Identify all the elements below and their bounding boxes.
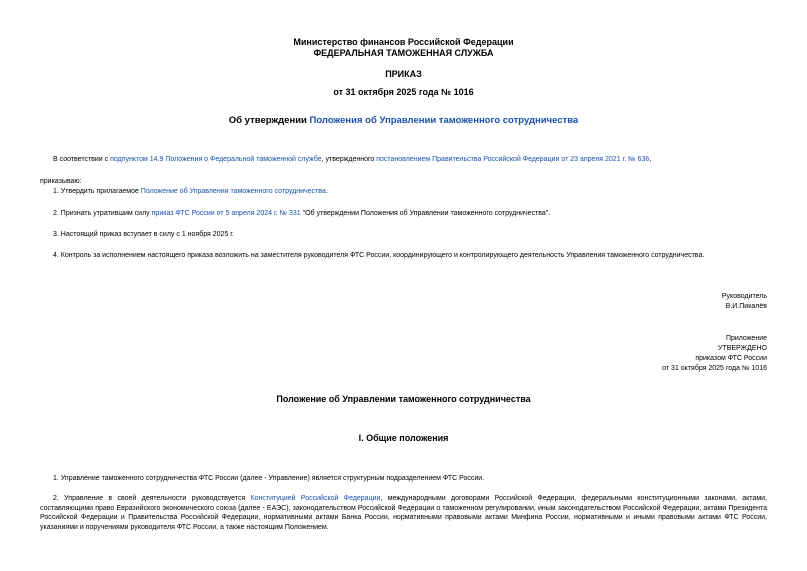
item-3: 3. Настоящий приказ вступает в силу с 1 ноября 2025 г. bbox=[53, 231, 234, 238]
regulation-para-1: 1. Управление таможенного сотрудничества ФТС России (далее - Управление) является структурным подразделением ФТС России. bbox=[53, 475, 485, 482]
preamble-link-regulation[interactable]: подпунктом 14.9 Положения о Федеральной таможенной службе bbox=[110, 156, 322, 163]
item-1-end: . bbox=[325, 188, 328, 195]
regulation-para-2 bbox=[40, 494, 767, 532]
doc-title bbox=[0, 115, 807, 127]
order-word: приказываю: bbox=[40, 178, 82, 185]
para-2-start: 2. Управление в своей деятельности руководствуется bbox=[53, 495, 251, 502]
preamble-text-2: , утвержденного bbox=[321, 156, 377, 163]
regulation-title: Положение об Управлении таможенного сотрудничества bbox=[276, 394, 531, 404]
item-2-link[interactable]: приказ ФТС России от 5 апреля 2024 г. № 331 bbox=[151, 210, 301, 217]
preamble-link-decree[interactable]: постановлением Правительства Российской Федерации от 23 апреля 2021 г. № 636 bbox=[376, 156, 650, 163]
item-1-link[interactable]: Положение об Управлении таможенного сотрудничества bbox=[140, 188, 326, 195]
appendix-approved: УТВЕРЖДЕНО bbox=[717, 345, 767, 352]
preamble-text-1: В соответствии с bbox=[53, 156, 111, 163]
signature-position: Руководитель bbox=[721, 293, 767, 300]
doc-title-link[interactable]: Положения об Управлении таможенного сотрудничества bbox=[309, 115, 579, 126]
signature-name: В.И.Пикалёв bbox=[725, 303, 767, 310]
item-4: 4. Контроль за исполнением настоящего приказа возложить на заместителя руководителя ФТС России, координирующего и контролирующего деятельность Управления таможенного сотрудничества. bbox=[53, 252, 705, 259]
appendix-date: от 31 октября 2025 года № 1016 bbox=[662, 365, 767, 372]
item-1 bbox=[53, 187, 328, 197]
constitution-link[interactable]: Конституцией Российской Федерации bbox=[250, 495, 381, 502]
appendix-order: приказом ФТС России bbox=[695, 355, 767, 362]
service-name: ФЕДЕРАЛЬНАЯ ТАМОЖЕННАЯ СЛУЖБА bbox=[313, 48, 494, 58]
doc-title-prefix: Об утверждении bbox=[228, 115, 310, 126]
item-2 bbox=[53, 209, 550, 219]
appendix-label: Приложение bbox=[725, 335, 767, 342]
doc-date-number: от 31 октября 2025 года № 1016 bbox=[333, 87, 474, 97]
doc-type: ПРИКАЗ bbox=[385, 69, 422, 79]
item-2-end: "Об утверждении Положения об Управлении таможенного сотрудничества". bbox=[300, 210, 551, 217]
item-2-text: 2. Признать утратившим силу bbox=[53, 210, 152, 217]
item-1-text: 1. Утвердить прилагаемое bbox=[53, 188, 141, 195]
para-2-rest: , международными договорами Российской Федерации, федеральными конституционными законами, актами, составляющими право Евразийского экономического союза (далее - ЕАЭС), законодательством Российской Федерации о таможенном регулировании, иным законодательством Российской Федерации, актами Президента Российской Федерации и Правительства Российской Федерации, нормативными актами Банка России, нормативными правовыми актами Минфина России, нормативными и иными правовыми актами ФТС России, указаниями и поручениями руководителя ФТС России, а также настоящим Положением. bbox=[40, 495, 767, 531]
ministry-name: Министерство финансов Российской Федерации bbox=[293, 37, 514, 47]
section-1-heading: I. Общие положения bbox=[358, 433, 449, 443]
preamble-text-3: , bbox=[649, 156, 652, 163]
preamble bbox=[53, 155, 651, 165]
